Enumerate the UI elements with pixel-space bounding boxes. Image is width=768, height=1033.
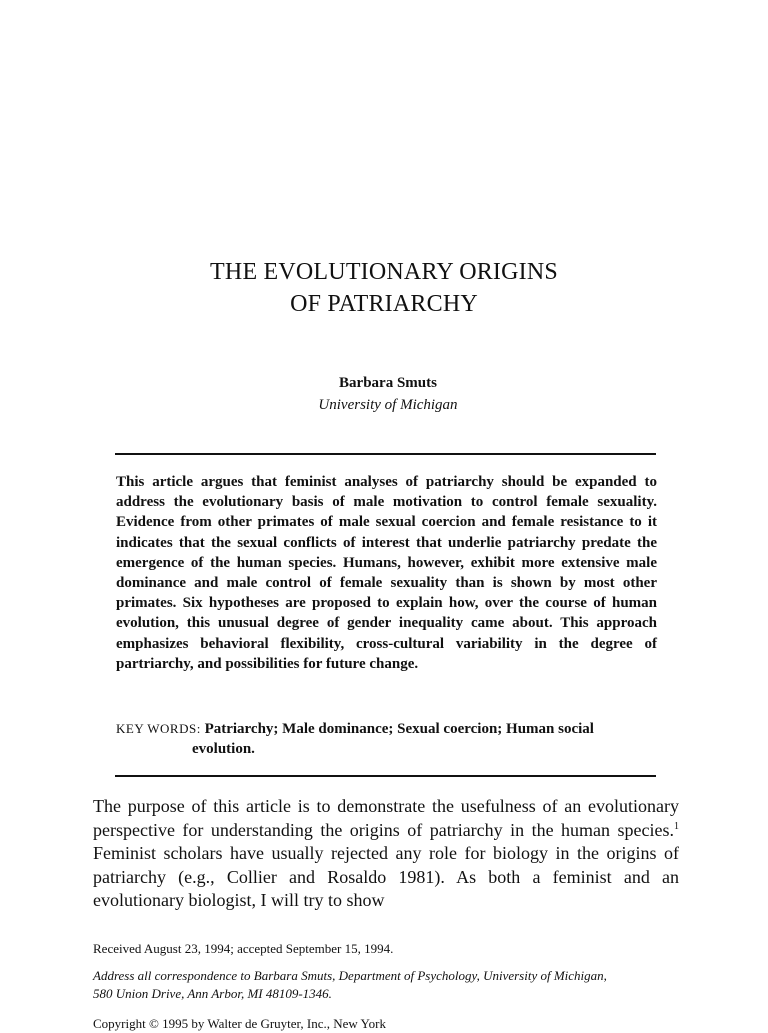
article-title [0, 256, 768, 320]
keywords-text-1: Patriarchy; Male dominance; Sexual coercion; Human social [204, 721, 594, 737]
title-line-1: THE EVOLUTIONARY ORIGINS [210, 259, 558, 285]
title-line-2: OF PATRIARCHY [290, 291, 478, 317]
address-line-2: 580 Union Drive, Ann Arbor, MI 48109-1346. [93, 986, 332, 1001]
body-paragraph [93, 795, 679, 913]
keywords [116, 719, 657, 759]
keywords-text-2: evolution. [192, 741, 255, 757]
abstract-bottom-rule [115, 775, 656, 777]
correspondence-address [93, 967, 683, 1003]
abstract: This article argues that feminist analyses of patriarchy should be expanded to address the evolutionary basis of male motivation to control female sexuality. Evidence from other primates of male sexual coercion and female resistance to it indicates that the sexual conflicts of interest that underlie patriarchy predate the emergence of the human species. Humans, however, exhibit more extensive male dominance and male control of female sexuality than is shown by most other primates. Six hypotheses are proposed to explain how, over the course of human evolution, this unusual degree of gender inequality came about. This approach emphasizes behavioral flexibility, cross-cultural variability in the degree of partriarchy, and possibilities for future change. [116, 474, 657, 672]
author-name: Barbara Smuts [339, 375, 437, 391]
body-text-part-1: The purpose of this article is to demonstrate the usefulness of an evolutionary perspective for understanding the origins of patriarchy in the human species. [93, 796, 679, 840]
body-text-part-2: Feminist scholars have usually rejected any role for biology in the origins of patriarchy (e.g., Collier and Rosaldo 1981). As both a feminist and an evolutionary biologist, I will try to show [93, 843, 679, 910]
footnote-marker[interactable]: 1 [674, 820, 679, 832]
author-affiliation: University of Michigan [318, 397, 458, 413]
copyright-notice: Copyright © 1995 by Walter de Gruyter, Inc., New York [93, 1016, 386, 1031]
received-dates: Received August 23, 1994; accepted September 15, 1994. [93, 941, 394, 956]
abstract-top-rule [115, 453, 656, 455]
keywords-row-1 [116, 719, 657, 739]
address-line-1: Address all correspondence to Barbara Smuts, Department of Psychology, University of Michigan, [93, 968, 607, 983]
keywords-label: KEY WORDS: [116, 721, 201, 736]
